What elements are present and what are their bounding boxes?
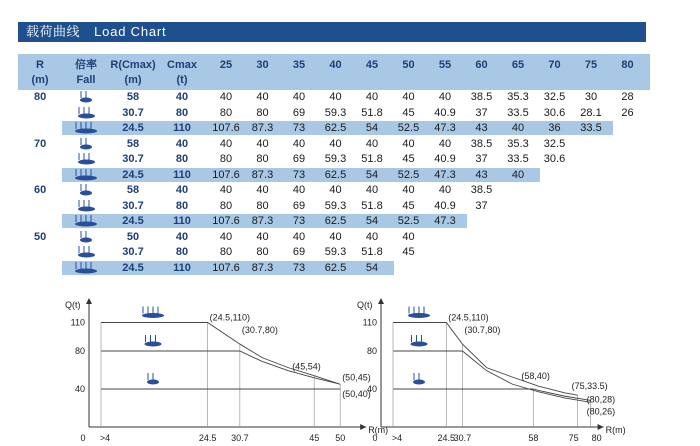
rcmax-value: 24.5 [122,168,144,181]
boom-length-label: 50 [34,230,47,243]
boom-length-label: 60 [34,184,47,196]
title-en: Load Chart [94,24,167,39]
load-value: 30 [584,91,598,103]
load-value: 59.3 [324,199,347,212]
hook-fall-2-icon [79,91,93,103]
hook-fall-4-icon [74,262,98,274]
load-value: 54 [365,168,379,181]
rcmax-value: 58 [126,91,140,103]
load-value: 40 [292,230,306,243]
rcmax-value: 50 [126,230,140,243]
x-tick-label: 58 [528,433,539,443]
load-value: 37 [475,199,488,212]
col-fall-unit: Fall [76,74,96,86]
rcmax-value: 58 [126,184,140,196]
load-value: 54 [365,215,379,227]
diagram-svg [355,296,645,446]
load-value: 107.6 [212,122,240,134]
hook-fall-4-icon [74,169,98,181]
load-value: 33.5 [507,106,529,119]
load-curve-diagram-right [355,296,645,446]
cmax-value: 80 [175,246,189,258]
y-tick-label: 40 [366,384,377,394]
title-cn: 载荷曲线 [26,24,81,39]
load-value: 59.3 [324,106,347,119]
load-value: 51.8 [361,106,383,119]
load-curve-fall-3 [393,351,591,402]
load-value: 28 [621,91,634,103]
load-value: 62.5 [324,261,347,274]
cmax-value: 40 [175,137,189,150]
load-value: 40 [365,230,379,243]
y-tick-label: 110 [70,317,85,328]
load-value: 37 [475,153,488,165]
load-value: 107.6 [212,168,240,181]
load-value: 87.3 [251,122,274,134]
load-value: 69 [292,199,306,212]
load-value: 47.3 [434,168,456,181]
hook-fall-4-icon [142,307,164,319]
load-value: 43 [475,168,488,181]
x-tick-label: 24.5 [198,433,217,443]
rcmax-value: 24.5 [122,122,144,134]
x-tick-label: 50 [335,433,346,443]
x-tick-label: 30.7 [231,433,249,443]
point-annotation: (50,45) [342,372,371,383]
load-value: 38.5 [470,91,493,103]
load-value: 80 [256,199,269,212]
load-value: 40 [292,184,306,196]
hook-fall-3-icon [145,335,162,347]
load-value: 45 [402,106,415,119]
load-value: 30.6 [543,153,566,165]
col-cmax-unit: (t) [176,74,188,86]
point-annotation: (58,40) [521,371,550,381]
load-value: 52.5 [397,122,420,134]
load-value: 40.9 [434,153,456,165]
col-rcmax-unit: (m) [124,74,142,86]
cmax-value: 40 [175,230,189,243]
hook-fall-4-icon [408,307,430,319]
load-value: 52.5 [397,168,420,181]
rcmax-value: 24.5 [122,215,144,227]
load-value: 73 [292,261,306,274]
radius-header: 25 [219,59,233,71]
hook-fall-3-icon [77,153,96,165]
col-r-unit: (m) [31,74,49,86]
load-value: 38.5 [470,184,493,196]
hook-fall-3-icon [411,335,428,347]
load-value: 47.3 [434,215,456,227]
load-value: 40 [256,137,269,150]
load-value: 40 [438,184,452,196]
col-rcmax-header: R(Cmax) [110,59,156,71]
load-value: 80 [219,106,233,119]
y-axis-label: Q(t) [65,300,81,310]
x-axis-arrow [598,424,604,430]
y-tick-label: 80 [366,346,377,356]
load-value: 62.5 [324,168,347,181]
hook-fall-4-icon [74,215,98,227]
load-value: 40 [256,230,269,243]
point-annotation: (24.5,110) [448,312,489,323]
x-tick-label: >4 [391,433,403,443]
load-value: 45 [402,199,415,212]
x-tick-label: 80 [591,433,602,443]
radius-header: 30 [256,59,269,71]
load-value: 73 [292,168,306,181]
col-cmax-header: Cmax [167,59,197,71]
point-annotation: (30.7,80) [464,325,501,335]
hook-fall-2-icon [79,184,93,196]
hook-fall-4-icon [74,122,98,134]
x-tick-label: 45 [309,433,320,443]
point-annotation: (50,40) [342,389,371,399]
load-value: 28.1 [580,106,602,119]
load-value: 40 [219,230,233,243]
point-annotation: (30.7,80) [241,325,278,335]
load-value: 69 [292,246,306,258]
rcmax-value: 30.7 [122,199,144,212]
load-value: 40 [402,184,415,196]
cmax-value: 80 [175,106,189,119]
load-value: 36 [548,122,561,134]
cmax-value: 110 [173,261,191,274]
load-value: 87.3 [251,215,274,227]
radius-header: 70 [548,59,561,71]
load-value: 59.3 [324,246,347,258]
x-tick-label: 30.7 [453,433,472,443]
load-value: 52.5 [397,215,420,227]
x-tick-label: 0 [372,433,378,443]
load-value: 40 [219,91,233,103]
point-annotation: (80,26) [586,406,616,417]
load-value: 40 [438,137,452,150]
radius-header: 55 [438,59,452,71]
rcmax-value: 58 [126,137,140,150]
load-value: 45 [402,246,415,258]
load-value: 40 [402,137,415,150]
load-value: 54 [365,122,379,134]
load-value: 26 [621,106,634,119]
y-axis-label: Q(t) [357,300,373,310]
radius-header: 45 [365,59,379,71]
load-value: 40 [256,91,269,103]
load-value: 35.3 [507,137,529,150]
load-value: 40 [511,168,525,181]
hook-fall-2-icon [79,138,93,150]
y-tick-label: 110 [362,317,377,328]
hook-fall-2-icon [79,231,93,243]
radius-header: 80 [621,59,634,71]
y-axis-arrow [378,298,384,304]
load-value: 80 [256,106,269,119]
y-tick-label: 80 [74,346,85,356]
radius-header: 35 [292,59,306,71]
col-fall-header: 倍率 [75,59,97,71]
load-value: 87.3 [251,261,274,274]
hook-fall-3-icon [77,107,96,119]
hook-fall-3-icon [77,246,96,258]
load-value: 40 [329,230,342,243]
rcmax-value: 30.7 [122,106,144,119]
load-value: 73 [292,215,306,227]
point-annotation: (75,33.5) [571,381,608,392]
diagram-svg [55,296,389,446]
x-tick-label: 75 [568,433,579,443]
load-value: 62.5 [324,215,347,227]
x-tick-label: 0 [80,433,86,443]
x-axis-label: R(m) [368,425,389,435]
load-value: 40 [365,184,379,196]
load-value: 107.6 [212,261,240,274]
cmax-value: 40 [175,91,189,103]
load-value: 40 [256,184,269,196]
load-value: 37 [475,106,488,119]
rcmax-value: 24.5 [122,261,144,274]
load-value: 40 [292,91,306,103]
radius-header: 40 [329,59,342,71]
load-value: 40 [365,91,379,103]
load-value: 54 [365,261,379,274]
load-value: 40 [365,137,379,150]
load-value: 73 [292,122,306,134]
load-value: 33.5 [580,122,602,134]
load-value: 80 [256,153,269,165]
point-annotation: (24.5,110) [209,312,250,323]
load-value: 35.3 [507,91,529,103]
hook-fall-3-icon [77,200,96,212]
load-value: 40 [329,184,342,196]
cmax-value: 40 [175,184,189,196]
load-value: 62.5 [324,122,347,134]
cmax-value: 80 [175,199,189,212]
rcmax-value: 30.7 [122,153,144,165]
load-value: 80 [219,246,233,258]
radius-header: 75 [584,59,598,71]
boom-length-label: 70 [34,137,47,150]
y-axis-arrow [86,298,92,304]
load-value: 51.8 [361,199,383,212]
load-curve-diagram-left [55,296,389,446]
load-value: 80 [256,246,269,258]
load-value: 45 [402,153,415,165]
radius-header: 60 [475,59,488,71]
load-value: 32.5 [543,91,566,103]
load-value: 69 [292,106,306,119]
cmax-value: 110 [173,122,191,134]
load-value: 40 [292,137,306,150]
x-tick-label: >4 [99,433,111,443]
title-bar [18,22,646,42]
load-value: 69 [292,153,306,165]
load-value: 59.3 [324,153,347,165]
load-value: 80 [219,199,233,212]
load-value: 47.3 [434,122,456,134]
load-value: 33.5 [507,153,529,165]
load-value: 107.6 [212,215,240,227]
load-value: 40 [219,184,233,196]
radius-header: 65 [511,59,525,71]
load-value: 43 [475,122,488,134]
y-tick-label: 40 [74,384,85,394]
load-value: 51.8 [361,246,383,258]
col-r-header: R [36,59,44,71]
load-value: 38.5 [470,137,493,150]
point-annotation: (45,54) [292,361,321,372]
rcmax-value: 30.7 [122,246,144,258]
hook-fall-2-icon [147,373,159,385]
load-value: 30.6 [543,106,566,119]
load-value: 40.9 [434,199,456,212]
load-value: 40 [329,137,342,150]
load-value: 40 [219,137,233,150]
load-value: 32.5 [543,137,566,150]
load-value: 40.9 [434,106,456,119]
cmax-value: 110 [173,215,191,227]
hook-fall-2-icon [413,373,425,385]
load-value: 87.3 [251,168,274,181]
load-value: 40 [511,122,525,134]
cmax-value: 80 [175,153,189,165]
radius-header: 50 [402,59,415,71]
boom-length-label: 80 [34,91,47,103]
x-tick-label: 24.5 [437,433,456,443]
x-axis-label: R(m) [605,425,626,435]
load-value: 40 [402,91,415,103]
load-value: 40 [438,91,452,103]
load-value: 40 [329,91,342,103]
load-curve-fall-2 [393,389,591,400]
point-annotation: (80,28) [586,394,616,405]
load-value: 40 [402,230,415,243]
cmax-value: 110 [173,168,191,181]
load-value: 51.8 [361,153,383,165]
load-value: 80 [219,153,233,165]
